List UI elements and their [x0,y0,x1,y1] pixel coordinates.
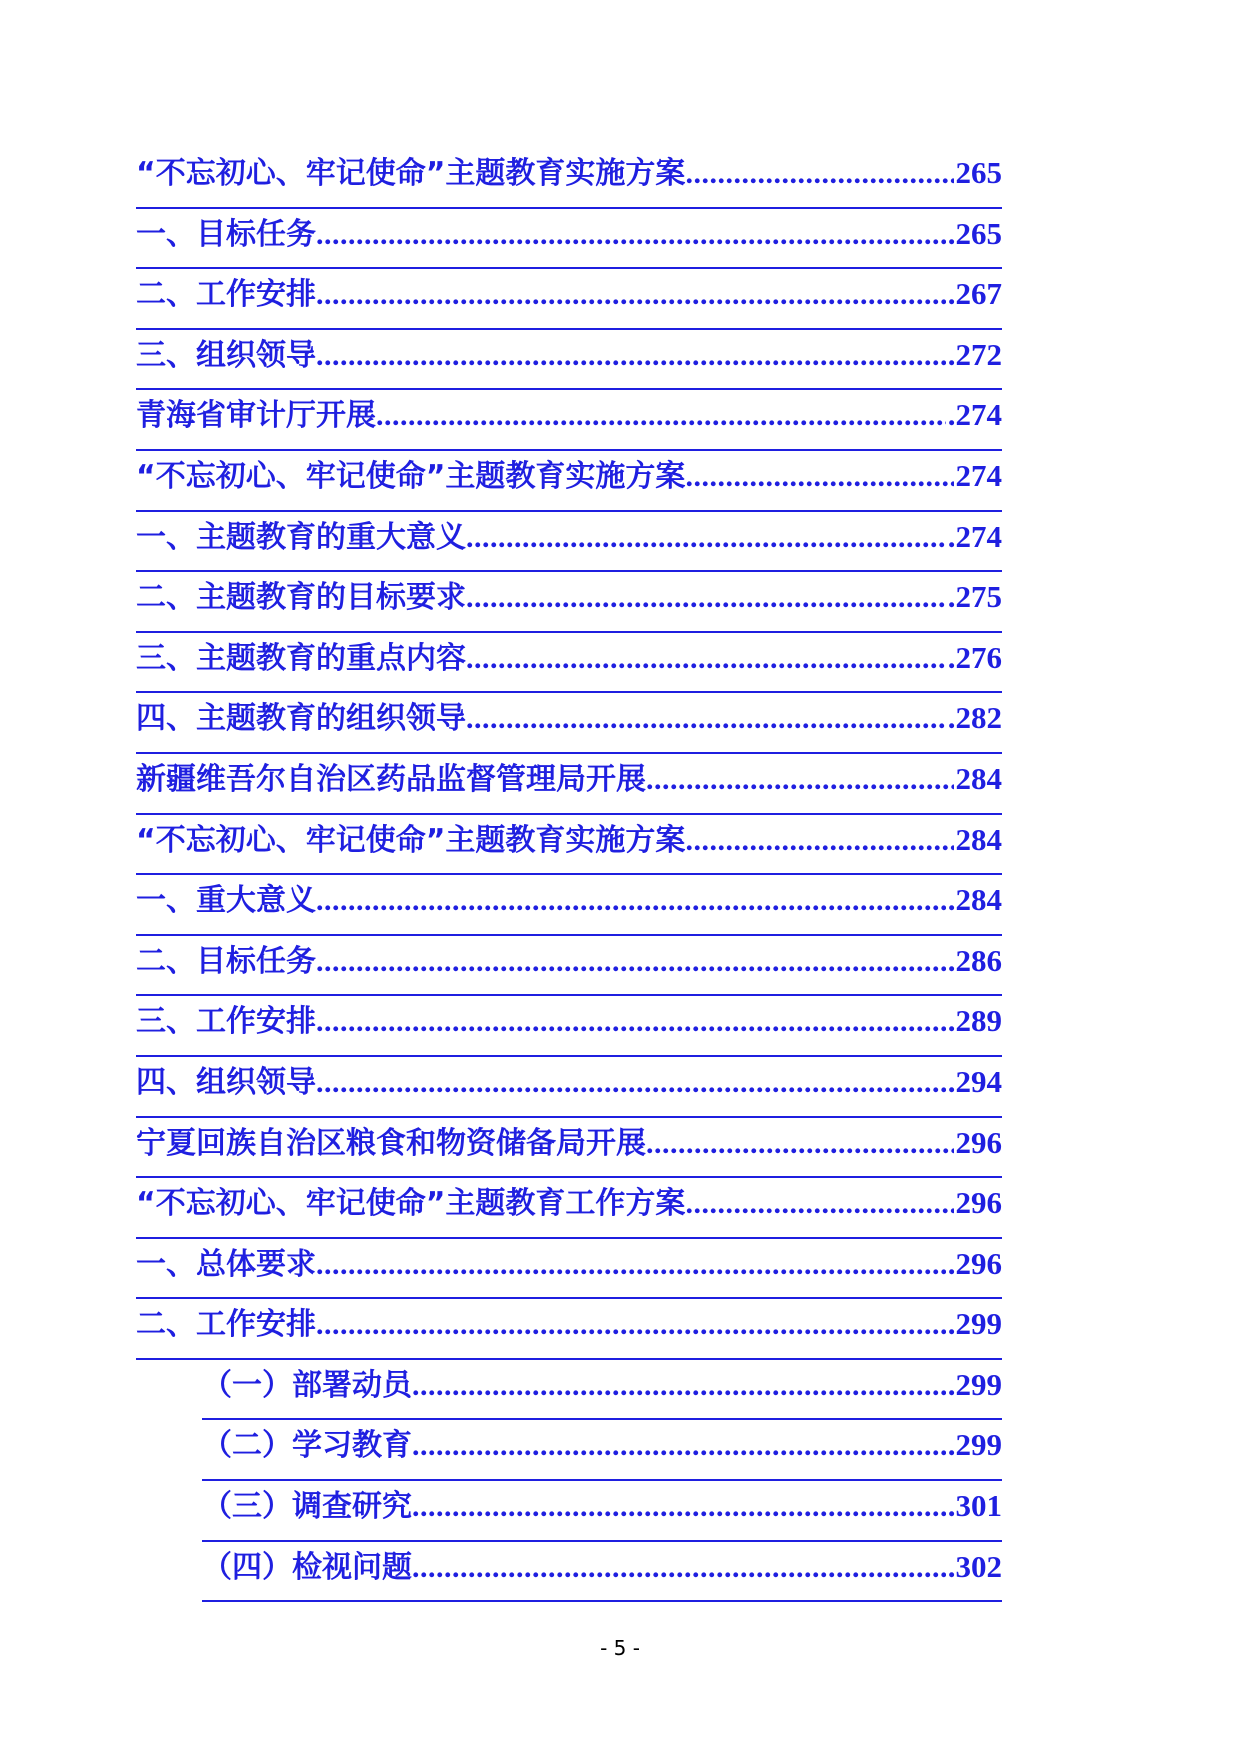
toc-dot-leader [316,1058,946,1108]
toc-page-number: .265 [947,215,1002,251]
toc-dot-leader [646,755,954,805]
toc-entry[interactable] [136,209,1002,270]
toc-entry-title: （三）调查研究 [202,1489,412,1525]
toc-subentry[interactable] [202,1481,1002,1542]
toc-dot-leader [685,149,953,199]
toc-entry[interactable] [136,1118,1002,1179]
toc-dot-leader [316,331,946,381]
toc-page-number: .274 [947,397,1002,433]
toc-page-number: .267 [947,276,1002,312]
toc-entry-title: 四、组织领导 [136,1064,316,1100]
toc-entry[interactable] [136,330,1002,391]
toc-dot-leader [412,1482,946,1532]
toc-entry[interactable] [136,996,1002,1057]
toc-page-number: .286 [947,942,1002,978]
toc-entry[interactable] [136,451,1002,512]
toc-subentry[interactable] [202,1420,1002,1481]
toc-page-number: 274 [955,457,1002,493]
toc-dot-leader [466,573,946,623]
toc-entry-title: 三、主题教育的重点内容 [136,640,466,676]
toc-entry-title: 二、工作安排 [136,1307,316,1343]
toc-page-number: 265 [955,155,1002,190]
toc-entry-title: 三、组织领导 [136,337,316,373]
toc-entry-title: （四）检视问题 [202,1549,412,1585]
toc-page-number: .289 [947,1003,1002,1039]
toc-page-number: .299 [947,1427,1002,1463]
toc-dot-leader [376,391,946,441]
toc-dot-leader [412,1421,946,1471]
toc-entry-title: 一、主题教育的重大意义 [136,519,466,555]
toc-entry[interactable] [136,512,1002,573]
toc-entry[interactable] [136,390,1002,451]
toc-dot-leader [412,1361,946,1411]
toc-entry[interactable] [136,633,1002,694]
toc-entry-title: 新疆维吾尔自治区药品监督管理局开展 [136,761,646,797]
toc-entry[interactable] [136,875,1002,936]
toc-page-number: .272 [947,336,1002,372]
toc-dot-leader [685,816,953,866]
toc-entry-title: “不忘初心、牢记使命”主题教育实施方案 [136,156,686,191]
toc-entry-title: （一）部署动员 [202,1367,412,1403]
toc-entry[interactable] [136,148,1002,209]
toc-entry-title: 宁夏回族自治区粮食和物资储备局开展 [136,1125,646,1161]
toc-entry-title: 二、主题教育的目标要求 [136,580,466,616]
toc-page-number: .276 [947,639,1002,675]
toc-dot-leader [316,876,946,926]
toc-entry-title: 二、目标任务 [136,943,316,979]
toc-entry[interactable] [136,754,1002,815]
toc-dot-leader [316,1300,946,1350]
toc-dot-leader [316,210,946,260]
toc-entry-title: 四、主题教育的组织领导 [136,701,466,737]
toc-entry[interactable] [136,1239,1002,1300]
toc-subentry[interactable] [202,1360,1002,1421]
toc-entry-title: “不忘初心、牢记使命”主题教育实施方案 [136,458,686,494]
toc-page-number: .284 [947,882,1002,918]
toc-entry-title: （二）学习教育 [202,1428,412,1464]
toc-dot-leader [412,1543,946,1593]
toc-page-number: 296 [955,1185,1002,1221]
toc-entry[interactable] [136,1057,1002,1118]
toc-dot-leader [466,513,946,563]
toc-entry[interactable] [136,815,1002,876]
toc-entry-title: 三、工作安排 [136,1004,316,1040]
toc-entry-title: 一、目标任务 [136,216,316,252]
page-number-footer: - 5 - [600,1636,640,1660]
toc-entry[interactable] [136,1178,1002,1239]
toc-entry[interactable] [136,1299,1002,1360]
toc-dot-leader [685,1179,953,1229]
toc-page-number: .296 [947,1245,1002,1281]
toc-entry-title: 一、总体要求 [136,1246,316,1282]
toc-dot-leader [646,1119,954,1169]
toc-page-number: 284 [955,760,1002,796]
toc-dot-leader [316,270,946,320]
toc-dot-leader [316,1240,946,1290]
toc-page-number: .301 [947,1488,1002,1524]
toc-entry[interactable] [136,572,1002,633]
toc-dot-leader [466,694,946,744]
toc-dot-leader [685,452,953,502]
toc-entry-title: 青海省审计厅开展 [136,398,376,434]
toc-entry[interactable] [136,693,1002,754]
toc-page-number: .294 [947,1063,1002,1099]
table-of-contents [136,148,1002,1602]
toc-entry-title: “不忘初心、牢记使命”主题教育工作方案 [136,1186,686,1222]
toc-page-number: .282 [947,700,1002,736]
toc-page-number: .299 [947,1366,1002,1402]
toc-dot-leader [316,937,946,987]
toc-page-number: 296 [955,1124,1002,1160]
toc-entry-title: “不忘初心、牢记使命”主题教育实施方案 [136,822,686,858]
toc-page-number: 284 [955,821,1002,857]
toc-subentry[interactable] [202,1542,1002,1603]
toc-entry-title: 一、重大意义 [136,883,316,919]
toc-page-number: .274 [947,518,1002,554]
toc-page-number: .302 [947,1548,1002,1584]
toc-entry[interactable] [136,936,1002,997]
toc-dot-leader [466,634,946,684]
toc-entry-title: 二、工作安排 [136,277,316,313]
toc-dot-leader [316,997,946,1047]
toc-page-number: .275 [947,579,1002,615]
toc-page-number: .299 [947,1306,1002,1342]
toc-entry[interactable] [136,269,1002,330]
